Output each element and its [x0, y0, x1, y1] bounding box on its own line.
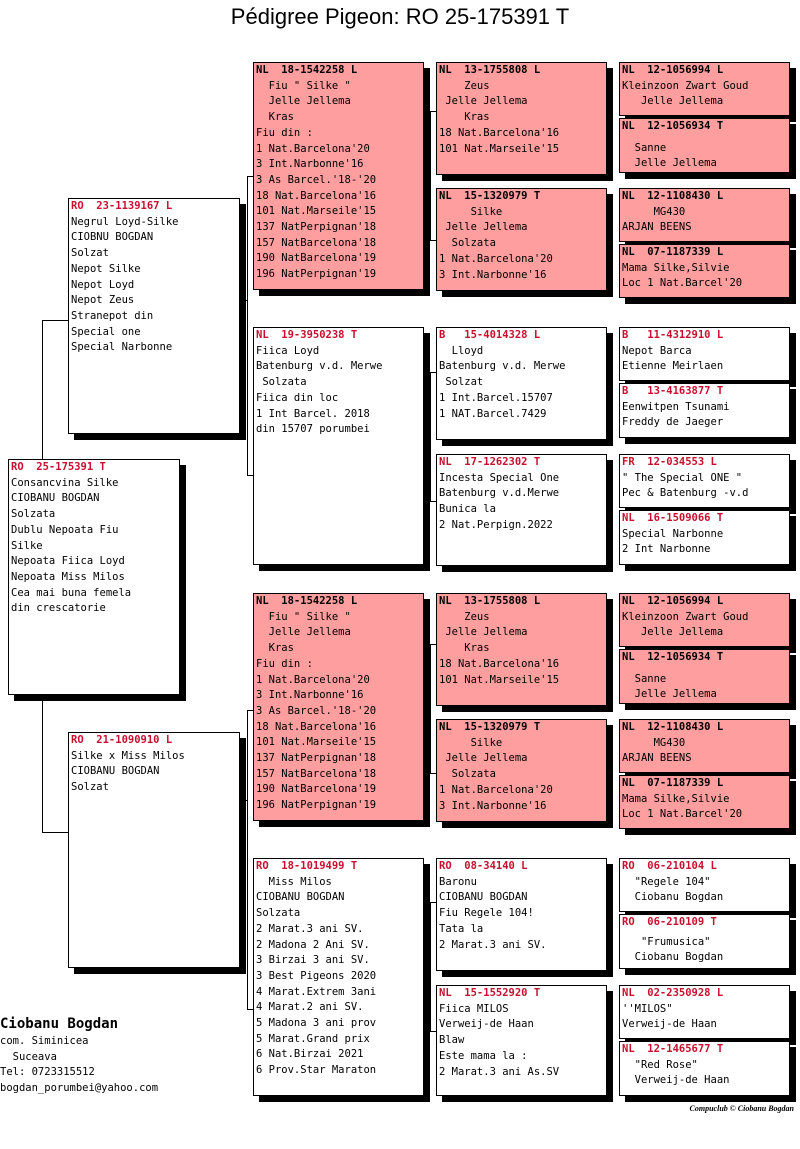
info-line: Silke x Miss Milos [71, 749, 185, 762]
info-line: Fiu " Silke " [256, 610, 351, 623]
gen4-box-7 [619, 454, 790, 508]
info-line: Fiu din : [256, 126, 313, 139]
info-line: Miss Milos [256, 875, 332, 888]
ring-number: RO 18-1019499 T [256, 860, 358, 872]
gen4-box-8 [619, 510, 790, 565]
dam-sire-box [253, 593, 424, 821]
gen4-box-10 [619, 649, 790, 704]
ring-number: RO 21-1090910 L [71, 734, 173, 746]
gen4-box-9 [619, 593, 790, 647]
info-line: Dublu Nepoata Fiu [11, 523, 119, 536]
ring-number: NL 07-1187339 L [622, 246, 724, 258]
info-line: 2 Marat.3 ani SV. [439, 938, 547, 951]
info-line: Solzata [439, 768, 496, 781]
info-line: Loc 1 Nat.Barcel'20 [622, 277, 743, 290]
info-line: 196 NatPerpignan'19 [256, 268, 377, 281]
owner-name: Ciobanu Bogdan [0, 1016, 119, 1032]
info-line: "Regele 104" [622, 875, 711, 888]
info-line: 190 NatBarcelona'19 [256, 783, 377, 796]
ring-number: NL 13-1755808 L [439, 595, 541, 607]
info-line: Batenburg v.d. Merwe [439, 360, 566, 373]
info-line: 3 As Barcel.'18-'20 [256, 173, 377, 186]
info-line: Nepoata Miss Milos [11, 570, 125, 583]
info-line: 6 Nat.Birzai 2021 [256, 1048, 364, 1061]
info-line: Nepoata Fiica Loyd [11, 555, 125, 568]
info-line: Ciobanu Bogdan [622, 951, 724, 964]
info-line: 1 Nat.Barcelona'20 [439, 783, 553, 796]
ring-number: NL 12-1056934 T [622, 651, 724, 663]
info-line: 18 Nat.Barcelona'16 [256, 189, 377, 202]
info-line: Lloyd [439, 344, 484, 357]
info-line: Sanne [622, 672, 667, 685]
info-line: 101 Nat.Marseile'15 [439, 142, 560, 155]
ring-number: NL 12-1056994 L [622, 595, 724, 607]
info-line: 190 NatBarcelona'19 [256, 252, 377, 265]
info-line: 101 Nat.Marseile'15 [439, 673, 560, 686]
info-line: 2 Nat.Perpign.2022 [439, 518, 553, 531]
info-line: 18 Nat.Barcelona'16 [439, 126, 560, 139]
info-line: 3 Int.Narbonne'16 [256, 158, 364, 171]
info-line: 3 Best Pigeons 2020 [256, 969, 377, 982]
info-line: Loc 1 Nat.Barcel'20 [622, 808, 743, 821]
owner-phone: Tel: 0723315512 [0, 1066, 95, 1079]
info-line: Silke [439, 736, 503, 749]
connector-line [240, 300, 248, 301]
info-line: Verweij-de Haan [439, 1018, 534, 1031]
ring-number: RO 06-210104 L [622, 860, 717, 872]
info-line: Solzat [71, 247, 109, 260]
info-line: 1 Nat.Barcelona'20 [439, 252, 553, 265]
info-line: 18 Nat.Barcelona'16 [256, 720, 377, 733]
gen4-box-1 [619, 62, 790, 116]
info-line: Nepot Zeus [71, 294, 135, 307]
info-line: 2 Marat.3 ani SV. [256, 922, 364, 935]
info-line: Solzat [71, 781, 109, 794]
info-line: Cea mai buna femela [11, 586, 132, 599]
gen4-box-4 [619, 244, 790, 298]
ring-number: NL 15-1320979 T [439, 721, 541, 733]
info-line: Baronu [439, 875, 477, 888]
info-line: 2 Int Narbonne [622, 543, 711, 556]
ring-number: NL 17-1262302 T [439, 456, 541, 468]
info-line: Special Narbonne [622, 527, 724, 540]
dss-box [436, 593, 607, 706]
dds-box [436, 858, 607, 971]
info-line: Mama Silke,Silvie [622, 792, 730, 805]
gen4-box-14 [619, 914, 790, 969]
info-line: 101 Nat.Marseile'15 [256, 205, 377, 218]
ring-number: RO 08-34140 L [439, 860, 528, 872]
info-line: Jelle Jellema [439, 626, 528, 639]
info-line: Special one [71, 325, 141, 338]
ring-number: NL 18-1542258 L [256, 64, 358, 76]
info-line: Freddy de Jaeger [622, 416, 724, 429]
info-line: Batenburg v.d. Merwe [256, 360, 383, 373]
info-line: Blaw [439, 1034, 465, 1047]
info-line: Zeus [439, 79, 490, 92]
info-line: MG430 [622, 205, 686, 218]
info-line: MG430 [622, 736, 686, 749]
info-line: CIOBANU BOGDAN [11, 492, 100, 505]
info-line: " The Special ONE " [622, 471, 743, 484]
info-line: Pec & Batenburg -v.d [622, 487, 749, 500]
info-line: 1 NAT.Barcel.7429 [439, 407, 547, 420]
info-line: 196 NatPerpignan'19 [256, 799, 377, 812]
info-line: ARJAN BEENS [622, 221, 692, 234]
info-line: Silke [439, 205, 503, 218]
info-line: 4 Marat.Extrem 3ani [256, 985, 377, 998]
ring-number: RO 25-175391 T [11, 461, 106, 473]
info-line: Jelle Jellema [256, 626, 351, 639]
gen4-box-6 [619, 383, 790, 438]
info-line: Special Narbonne [71, 341, 173, 354]
info-line: Fiu " Silke " [256, 79, 351, 92]
dam-dam-box [253, 858, 424, 1096]
info-line: Bunica la [439, 503, 496, 516]
info-line: ''MILOS" [622, 1002, 673, 1015]
info-line: Nepot Loyd [71, 278, 135, 291]
ring-number: NL 12-1056934 T [622, 120, 724, 132]
info-line: Verweij-de Haan [622, 1074, 730, 1087]
info-line: 5 Madona 3 ani prov [256, 1017, 377, 1030]
gen4-box-3 [619, 188, 790, 242]
ring-number: NL 19-3950238 T [256, 329, 358, 341]
ring-number: NL 12-1465677 T [622, 1043, 724, 1055]
ssd-box [436, 188, 607, 291]
info-line: Stranepot din [71, 309, 154, 322]
info-line: Solzata [256, 907, 301, 920]
gen4-box-13 [619, 858, 790, 912]
info-line: Etienne Meirlaen [622, 360, 724, 373]
sds-box [436, 327, 607, 440]
info-line: Batenburg v.d.Merwe [439, 487, 560, 500]
info-line: 3 As Barcel.'18-'20 [256, 704, 377, 717]
gen4-box-16 [619, 1041, 790, 1096]
ring-number: B 11-4312910 L [622, 329, 724, 341]
info-line: Kras [439, 111, 490, 124]
subject-pigeon-box [8, 459, 180, 695]
ring-number: B 13-4163877 T [622, 385, 724, 397]
info-line: Solzat [439, 376, 484, 389]
ring-number: NL 12-1056994 L [622, 64, 724, 76]
dam-box [68, 732, 240, 968]
info-line: Fiica Loyd [256, 344, 320, 357]
info-line: Solzata [439, 237, 496, 250]
info-line: Mama Silke,Silvie [622, 261, 730, 274]
info-line: Fiica MILOS [439, 1002, 509, 1015]
gen4-box-12 [619, 775, 790, 829]
info-line: Fiica din loc [256, 391, 339, 404]
info-line: Nepot Silke [71, 262, 141, 275]
connector-line [42, 700, 70, 833]
info-line: 137 NatPerpignan'18 [256, 221, 377, 234]
info-line: 5 Marat.Grand prix [256, 1032, 370, 1045]
ring-number: B 15-4014328 L [439, 329, 541, 341]
info-line: 1 Nat.Barcelona'20 [256, 673, 370, 686]
owner-line: Suceava [0, 1050, 57, 1063]
owner-info [0, 1014, 158, 1097]
sire-sire-box [253, 62, 424, 290]
info-line: Incesta Special One [439, 471, 560, 484]
info-line: Zeus [439, 610, 490, 623]
info-line: 157 NatBarcelona'18 [256, 236, 377, 249]
info-line: 157 NatBarcelona'18 [256, 767, 377, 780]
info-line: Jelle Jellema [622, 157, 717, 170]
ring-number: NL 12-1108430 L [622, 721, 724, 733]
sire-dam-box [253, 327, 424, 565]
info-line: 3 Birzai 3 ani SV. [256, 954, 370, 967]
info-line: din crescatorie [11, 602, 106, 615]
ring-number: NL 15-1552920 T [439, 987, 541, 999]
info-line: Tata la [439, 922, 484, 935]
info-line: 3 Int.Narbonne'16 [256, 689, 364, 702]
info-line: "Red Rose" [622, 1058, 698, 1071]
info-line: 2 Marat.3 ani As.SV [439, 1065, 560, 1078]
info-line: Verweij-de Haan [622, 1018, 717, 1031]
info-line: 101 Nat.Marseile'15 [256, 736, 377, 749]
ring-number: NL 12-1108430 L [622, 190, 724, 202]
info-line: Jelle Jellema [439, 221, 528, 234]
info-line: CIOBANU BOGDAN [71, 765, 160, 778]
info-line: 6 Prov.Star Maraton [256, 1064, 377, 1077]
ring-number: NL 18-1542258 L [256, 595, 358, 607]
info-line: 1 Nat.Barcelona'20 [256, 142, 370, 155]
ring-number: NL 02-2350928 L [622, 987, 724, 999]
info-line: Jelle Jellema [439, 95, 528, 108]
info-line: Kleinzoon Zwart Goud [622, 79, 749, 92]
info-line: Jelle Jellema [622, 626, 724, 639]
ring-number: NL 07-1187339 L [622, 777, 724, 789]
ring-number: FR 12-034553 L [622, 456, 717, 468]
info-line: Jelle Jellema [256, 95, 351, 108]
ring-number: NL 16-1509066 T [622, 512, 724, 524]
info-line: CIOBANU BOGDAN [256, 891, 345, 904]
info-line: Kras [439, 642, 490, 655]
ring-number: NL 15-1320979 T [439, 190, 541, 202]
gen4-box-15 [619, 985, 790, 1039]
info-line: Fiu din : [256, 657, 313, 670]
info-line: CIOBANU BOGDAN [439, 891, 528, 904]
info-line: Fiu Regele 104! [439, 907, 534, 920]
info-line: 18 Nat.Barcelona'16 [439, 657, 560, 670]
dsd-box [436, 719, 607, 822]
footer-credit: Compuclub © Ciobanu Bogdan [689, 1104, 794, 1113]
info-line: Consancvina Silke [11, 476, 119, 489]
info-line: Silke [11, 539, 43, 552]
info-line: 3 Int.Narbonne'16 [439, 268, 547, 281]
ring-number: RO 23-1139167 L [71, 200, 173, 212]
gen4-box-11 [619, 719, 790, 773]
ddd-box [436, 985, 607, 1096]
info-line: Jelle Jellema [622, 688, 717, 701]
info-line: CIOBNU BOGDAN [71, 231, 154, 244]
gen4-box-2 [619, 118, 790, 173]
sire-box [68, 198, 240, 434]
info-line: Negrul Loyd-Silke [71, 215, 179, 228]
page-title: Pédigree Pigeon: RO 25-175391 T [230, 4, 570, 29]
ring-number: NL 13-1755808 L [439, 64, 541, 76]
owner-line: com. Siminicea [0, 1035, 89, 1047]
info-line: Kras [256, 642, 294, 655]
info-line: Nepot Barca [622, 344, 692, 357]
connector-line [240, 800, 248, 801]
info-line: 1 Int.Barcel.15707 [439, 391, 553, 404]
gen4-box-5 [619, 327, 790, 381]
info-line: Kras [256, 111, 294, 124]
info-line: ARJAN BEENS [622, 752, 692, 765]
connector-line [42, 320, 70, 460]
info-line: 1 Int Barcel. 2018 [256, 407, 370, 420]
info-line: Ciobanu Bogdan [622, 891, 724, 904]
sss-box [436, 62, 607, 175]
info-line: 3 Int.Narbonne'16 [439, 799, 547, 812]
info-line: Solzata [256, 376, 307, 389]
info-line: Sanne [622, 141, 667, 154]
info-line: Kleinzoon Zwart Goud [622, 610, 749, 623]
info-line: "Frumusica" [622, 935, 711, 948]
info-line: Eenwitpen Tsunami [622, 400, 730, 413]
sdd-box [436, 454, 607, 566]
info-line: 2 Madona 2 Ani SV. [256, 938, 370, 951]
owner-email: bogdan_porumbei@yahoo.com [0, 1082, 159, 1095]
info-line: 137 NatPerpignan'18 [256, 752, 377, 765]
info-line: Jelle Jellema [439, 752, 528, 765]
info-line: Este mama la : [439, 1049, 528, 1062]
info-line: 4 Marat.2 ani SV. [256, 1001, 364, 1014]
info-line: Solzata [11, 508, 56, 521]
info-line: Jelle Jellema [622, 95, 724, 108]
info-line: din 15707 porumbei [256, 423, 370, 436]
ring-number: RO 06-210109 T [622, 916, 717, 928]
